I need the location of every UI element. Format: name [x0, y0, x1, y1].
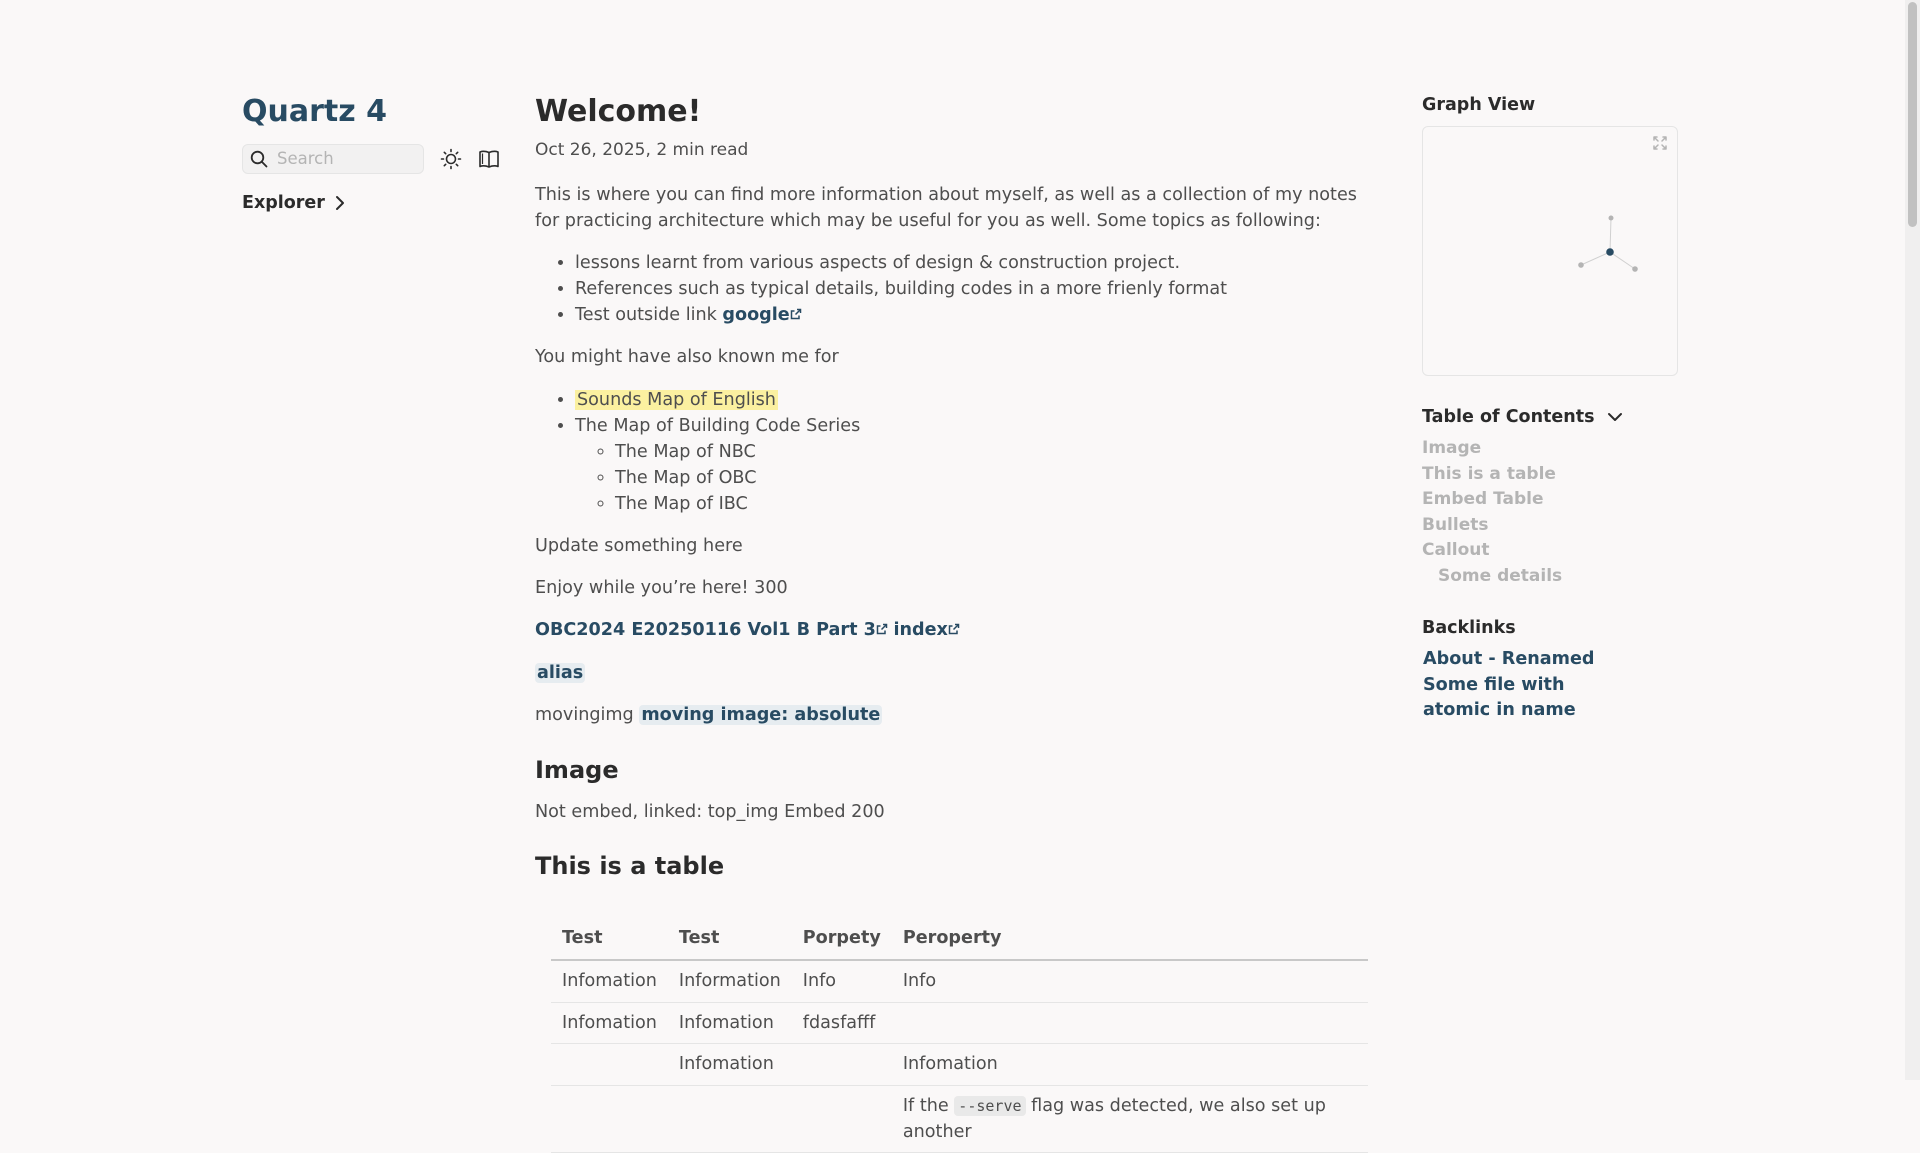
- image-text: Not embed, linked: top_img Embed 200: [535, 801, 885, 822]
- table-row: [551, 960, 1368, 1002]
- right-sidebar: [1422, 92, 1682, 724]
- google-link-text: google: [722, 305, 790, 326]
- series-label: The Map of Building Code Series: [575, 415, 861, 436]
- list-item: [575, 302, 1368, 328]
- google-external-link[interactable]: [722, 305, 801, 325]
- table-header: Porpety: [792, 917, 892, 960]
- theme-toggle-sun-icon[interactable]: [440, 148, 462, 170]
- table-row: [551, 1085, 1368, 1153]
- toc-toggle[interactable]: [1422, 404, 1682, 430]
- sidebar-tools: [242, 144, 502, 174]
- table-cell: Infomation: [551, 1002, 668, 1043]
- info-table: [551, 917, 1368, 1153]
- graph-view-title: Graph View: [1422, 95, 1536, 115]
- external-link-icon: [790, 305, 802, 325]
- article-date: Oct 26, 2025: [535, 140, 646, 160]
- toc-item-callout[interactable]: Callout: [1422, 540, 1490, 560]
- list-item: [575, 413, 1368, 517]
- list-item: • lessons learnt from various aspects of design & construction project.: [575, 250, 1368, 276]
- moving-image-link[interactable]: moving image: absolute: [641, 705, 881, 726]
- external-link-icon: [948, 620, 960, 640]
- table-cell: fdasfafff: [792, 1002, 892, 1043]
- serve-text-prefix: If the: [902, 1095, 949, 1116]
- toc-item-embed-table[interactable]: Embed Table: [1422, 489, 1544, 509]
- search-placeholder: Search: [277, 148, 334, 168]
- outside-link-prefix: Test outside link: [575, 305, 717, 326]
- search-box[interactable]: [242, 144, 424, 174]
- article: [535, 86, 1368, 1153]
- links-paragraph: [535, 617, 1368, 643]
- toc-item-table[interactable]: This is a table: [1422, 463, 1556, 484]
- topics-list: [535, 250, 1368, 328]
- graph-node: [1632, 266, 1638, 272]
- table-header: Peroperty: [892, 917, 1368, 960]
- movingimg-prefix: movingimg: [535, 705, 634, 726]
- table-header-row: [551, 917, 1368, 960]
- left-sidebar: [242, 92, 502, 216]
- table-header: Test: [551, 917, 668, 960]
- table-cell: [792, 1044, 892, 1085]
- table-cell: [551, 1044, 668, 1085]
- table-cell: Infomation: [668, 1002, 792, 1043]
- table-cell: [892, 1002, 1368, 1043]
- table-cell: Infomation: [551, 960, 668, 1002]
- backlink-about-renamed[interactable]: About - Renamed: [1423, 649, 1595, 669]
- update-text: Update something here: [535, 535, 743, 556]
- toc-item-bullets[interactable]: Bullets: [1422, 514, 1489, 535]
- toc-list: [1422, 436, 1682, 589]
- chevron-right-icon: [325, 195, 347, 211]
- graph-node: [1609, 216, 1614, 221]
- explorer-label: Explorer: [242, 193, 325, 213]
- serve-text-suffix: flag was detected, we also set up another: [902, 1095, 1326, 1142]
- table-cell: Info: [792, 960, 892, 1002]
- backlinks-list: [1422, 647, 1682, 724]
- obc-external-link[interactable]: [535, 620, 888, 640]
- index-external-link[interactable]: [893, 620, 959, 640]
- known-for-list: [535, 387, 1368, 517]
- list-item: • References such as typical details, building codes in a more frienly format: [575, 276, 1368, 302]
- graph-node-current: [1606, 248, 1614, 256]
- toc-item-some-details[interactable]: Some details: [1438, 565, 1563, 586]
- series-list: [575, 439, 1368, 517]
- table-cell: Info: [892, 960, 1368, 1002]
- table-cell: [668, 1085, 792, 1153]
- page-scrollbar[interactable]: [1905, 0, 1920, 1080]
- known-for-text: You might have also known me for: [535, 347, 839, 368]
- explorer-toggle[interactable]: [242, 190, 502, 216]
- alias-link[interactable]: alias: [537, 662, 584, 683]
- alias-paragraph: [535, 660, 1368, 686]
- image-heading: Image: [535, 755, 619, 784]
- table-cell: Infomation: [892, 1044, 1368, 1085]
- table-heading: This is a table: [535, 852, 725, 881]
- site-title[interactable]: Quartz 4: [242, 94, 388, 129]
- toc-title: Table of Contents: [1422, 407, 1595, 427]
- table-cell: [551, 1085, 668, 1153]
- backlink-atomic-file[interactable]: Some file with atomic in name: [1423, 674, 1576, 720]
- list-item: ◦ The Map of IBC: [615, 491, 1368, 517]
- graph-view[interactable]: [1422, 126, 1678, 376]
- table-cell: [892, 1085, 1368, 1153]
- article-read-time: 2 min read: [656, 140, 749, 160]
- backlinks-title: Backlinks: [1422, 618, 1516, 638]
- enjoy-text: Enjoy while you’re here! 300: [535, 578, 788, 599]
- article-title: Welcome!: [535, 94, 702, 129]
- list-item: ◦ The Map of OBC: [615, 465, 1368, 491]
- table-cell: Infomation: [668, 1044, 792, 1085]
- movingimg-paragraph: [535, 702, 1368, 728]
- search-icon: [250, 150, 268, 168]
- chevron-down-icon: [1595, 410, 1623, 424]
- toc-item-image[interactable]: Image: [1422, 438, 1482, 458]
- table-cell: [792, 1085, 892, 1153]
- scrollbar-thumb[interactable]: [1908, 2, 1917, 227]
- serve-flag-code: --serve: [954, 1096, 1025, 1116]
- table-row: [551, 1002, 1368, 1043]
- graph-canvas: [1423, 127, 1677, 375]
- highlighted-text: Sounds Map of English: [577, 389, 776, 410]
- list-item: ◦ The Map of NBC: [615, 439, 1368, 465]
- table-row: [551, 1044, 1368, 1085]
- table-cell: Information: [668, 960, 792, 1002]
- graph-node: [1578, 262, 1584, 268]
- obc-link-text: OBC2024 E20250116 Vol1 B Part 3: [535, 620, 876, 641]
- article-meta: Oct 26, 2025, 2 min read: [535, 140, 749, 160]
- external-link-icon: [876, 620, 888, 640]
- table-header: Test: [668, 917, 792, 960]
- reader-mode-book-icon[interactable]: [478, 148, 500, 170]
- index-link-text: index: [893, 620, 948, 641]
- backlinks-section: [1422, 615, 1682, 724]
- list-item: [575, 387, 1368, 413]
- intro-paragraph: This is where you can find more information about myself, as well as a collection of my notes for practicing architecture which may be useful for you as well. Some topics as following:: [535, 184, 1357, 231]
